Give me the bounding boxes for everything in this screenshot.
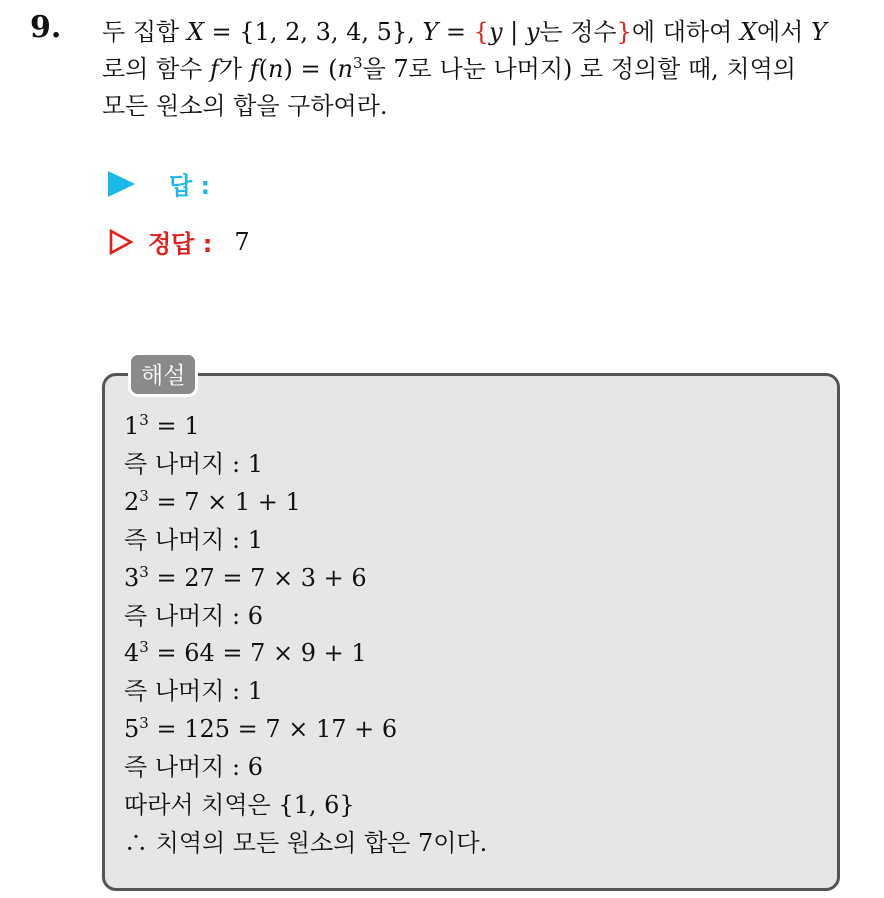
- math-variable: f: [210, 55, 219, 83]
- text-run: = 7 × 1 + 1: [148, 487, 301, 516]
- text-run: = 125 = 7 × 17 + 6: [148, 715, 398, 744]
- text-run: |: [502, 18, 526, 46]
- math-variable: y: [488, 18, 503, 46]
- correct-answer-value: 7: [234, 227, 250, 256]
- highlight-brace: }: [616, 18, 632, 46]
- math-variable: n: [337, 55, 354, 83]
- question-line: [102, 51, 862, 88]
- solution-line: [124, 711, 487, 749]
- text-run: = 64 = 7 × 9 + 1: [148, 639, 367, 668]
- text-run: 는 정수: [539, 18, 617, 46]
- text-run: 3: [124, 563, 140, 592]
- text-run: 모든 원소의 합을 구하여라.: [102, 92, 388, 120]
- outline-arrow-icon: [108, 228, 134, 256]
- superscript: 3: [139, 486, 149, 505]
- solution-line: [124, 484, 487, 522]
- text-run: 5: [124, 715, 140, 744]
- solution-line: [124, 522, 487, 560]
- text-run: 에서: [756, 18, 811, 46]
- text-run: 1: [124, 412, 140, 440]
- text-run: 즉 나머지 : 1: [124, 677, 263, 706]
- text-run: = {1, 2, 3, 4, 5},: [203, 18, 423, 46]
- question-line: [102, 88, 862, 125]
- text-run: 을 7로 나눈 나머지) 로 정의할 때, 치역의: [362, 55, 796, 83]
- math-variable: f: [249, 55, 259, 83]
- solution-tab-title: 해설: [128, 352, 198, 397]
- question-line: [102, 14, 862, 51]
- text-run: 로의 함수: [102, 55, 210, 83]
- text-run: ) = (: [283, 55, 338, 83]
- text-run: 따라서 치역은 {1, 6}: [124, 791, 355, 820]
- solution-line: [124, 560, 487, 598]
- text-run: =: [438, 18, 474, 46]
- superscript: 3: [139, 562, 149, 581]
- text-run: 에 대하여: [631, 18, 740, 46]
- text-run: 4: [124, 639, 140, 668]
- question-text: [102, 14, 862, 125]
- correct-answer-row: [108, 224, 250, 259]
- superscript: 3: [139, 714, 149, 733]
- text-run: 즉 나머지 : 6: [124, 601, 263, 630]
- text-run: 즉 나머지 : 6: [124, 753, 263, 782]
- superscript: 3: [139, 411, 149, 429]
- math-variable: X: [186, 18, 204, 46]
- solution-line: [124, 598, 487, 636]
- text-run: ∴ 치역의 모든 원소의 합은 7이다.: [124, 828, 488, 857]
- solution-line: [124, 446, 487, 484]
- text-run: (: [258, 55, 268, 83]
- solution-line: [124, 825, 487, 863]
- math-variable: y: [525, 18, 540, 46]
- question-number: 9.: [30, 10, 62, 45]
- text-run: 즉 나머지 : 1: [124, 525, 263, 554]
- solution-line: [124, 787, 487, 825]
- highlight-brace: {: [473, 18, 489, 46]
- superscript: 3: [353, 54, 363, 72]
- text-run: 즉 나머지 : 1: [124, 449, 263, 478]
- solution-lines: [124, 408, 487, 863]
- correct-answer-label: 정답 :: [148, 230, 213, 258]
- text-run: = 27 = 7 × 3 + 6: [148, 563, 367, 592]
- math-variable: Y: [422, 18, 439, 46]
- answer-row: [108, 166, 232, 201]
- play-arrow-icon: [108, 171, 135, 197]
- solution-line: [124, 749, 487, 787]
- math-variable: X: [739, 18, 757, 46]
- math-variable: n: [267, 55, 284, 83]
- text-run: = 1: [148, 412, 200, 440]
- solution-line: [124, 673, 487, 711]
- solution-line: [124, 635, 487, 673]
- superscript: 3: [139, 638, 149, 657]
- math-variable: Y: [810, 18, 827, 46]
- text-run: 2: [124, 487, 140, 516]
- text-run: 가: [218, 55, 250, 83]
- text-run: 두 집합: [102, 18, 187, 46]
- answer-label: 답 :: [169, 172, 211, 200]
- solution-line: [124, 408, 487, 446]
